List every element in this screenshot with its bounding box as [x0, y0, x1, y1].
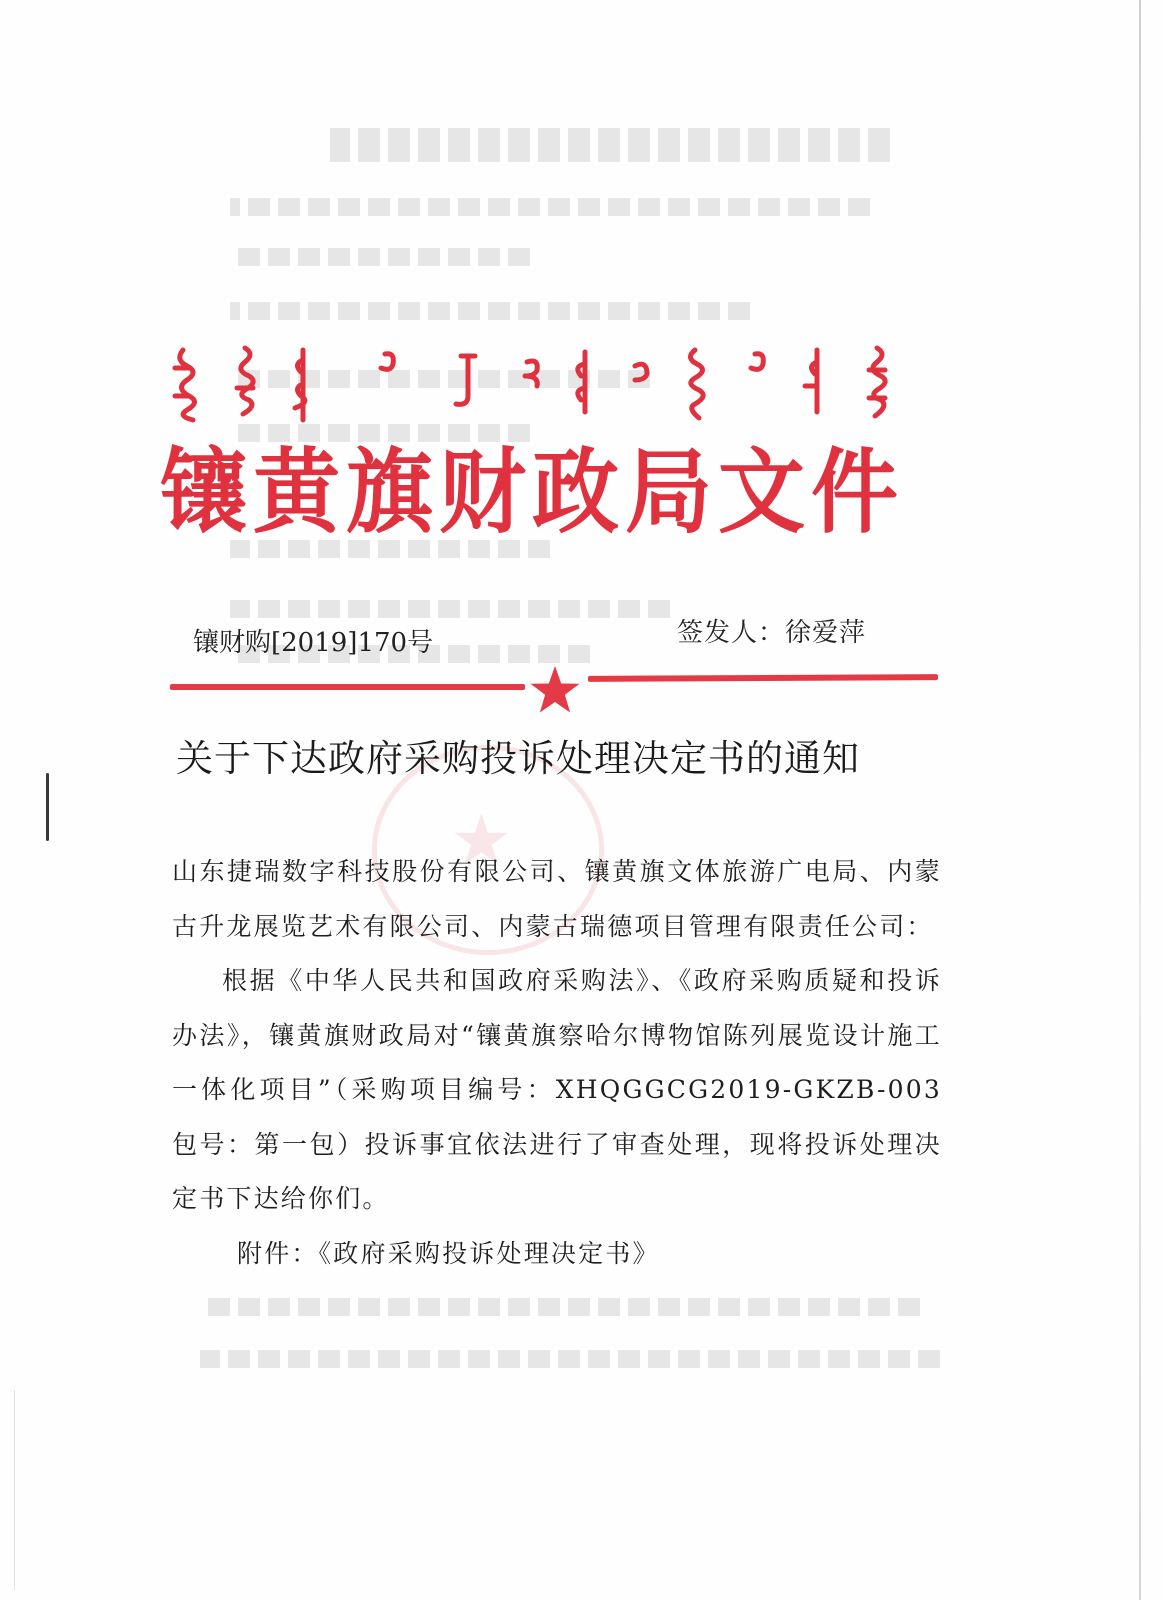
red-star-icon	[528, 663, 582, 717]
document-header: 镶黄旗财政局文件	[160, 436, 904, 547]
seal-star-bleed-through: ★	[450, 799, 513, 881]
red-divider-right	[588, 674, 938, 682]
attachment-line: 附件：《政府采购投诉处理决定书》	[237, 1238, 660, 1268]
notice-title: 关于下达政府采购投诉处理决定书的通知	[176, 737, 860, 780]
mongolian-script-heading	[165, 340, 925, 430]
paper-edge	[14, 1390, 15, 1590]
document-reference-number: 镶财购[2019]170号	[193, 628, 434, 658]
addressees: 山东捷瑞数字科技股份有限公司、镶黄旗文体旅游广电局、内蒙古升龙展览艺术有限公司、内蒙古瑞德项目管理有限责任公司：	[172, 857, 942, 941]
red-divider-left	[170, 684, 525, 690]
signatory: 签发人：徐爱萍	[677, 618, 867, 648]
staple-mark	[46, 773, 49, 841]
body-paragraph: 根据《中华人民共和国政府采购法》、《政府采购质疑和投诉办法》，镶黄旗财政局对“镶黄旗察哈尔博物馆陈列展览设计施工一体化项目”（采购项目编号：XHQGGCG2019-GKZB-003 包号：第一包）投诉事宜依法进行了审查处理，现将投诉处理决定书下达给你们。	[172, 966, 942, 1213]
paper-edge	[1139, 0, 1141, 1600]
document-body	[172, 845, 942, 1281]
